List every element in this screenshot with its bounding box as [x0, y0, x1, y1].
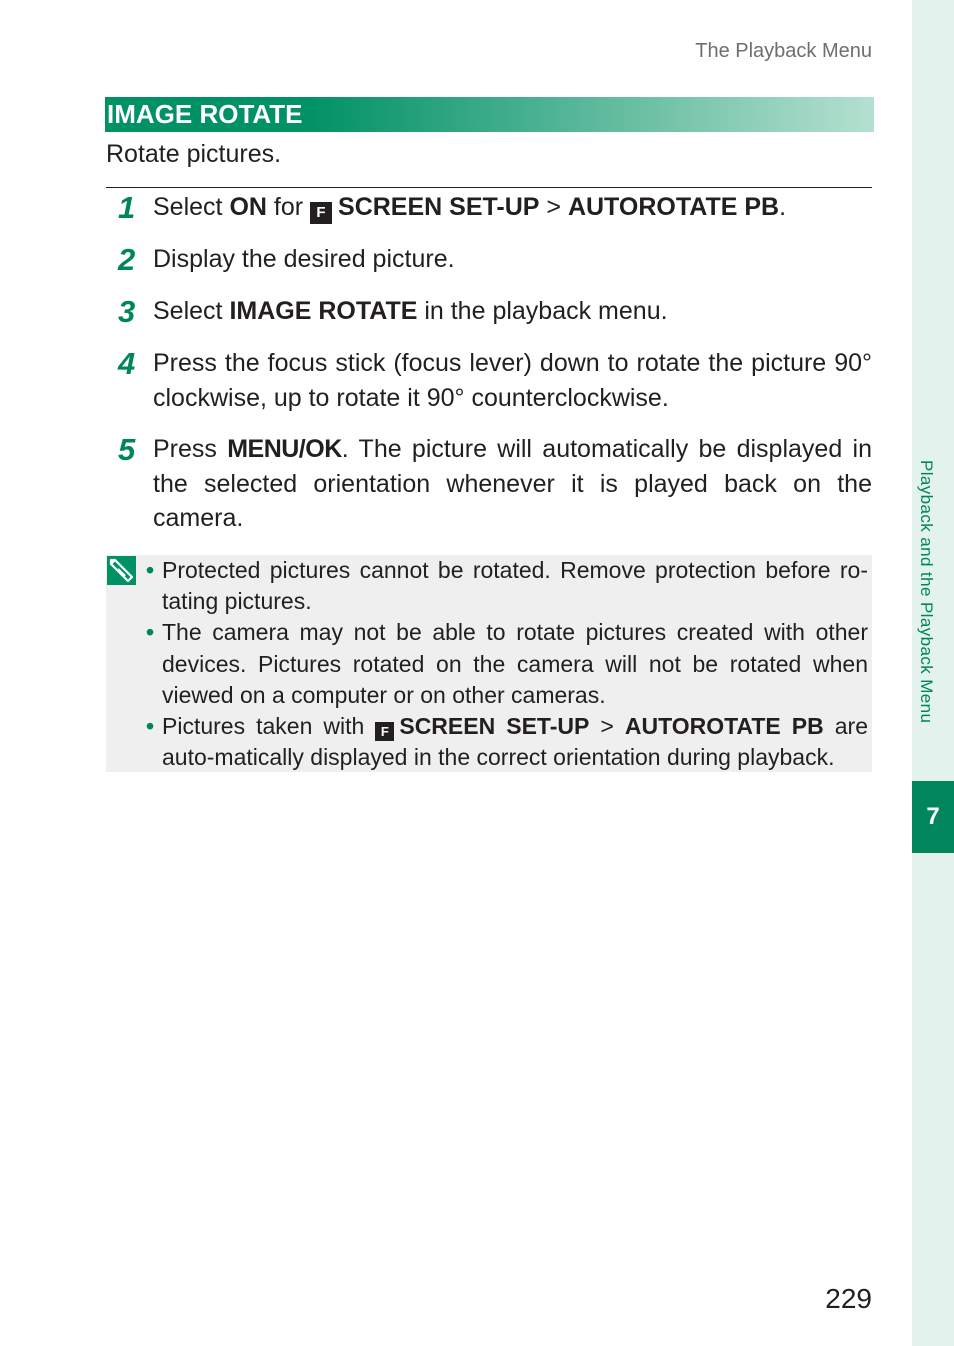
step-number: 4 [118, 346, 136, 381]
bullet: • [146, 557, 155, 583]
step-text: Press MENU/OK. The picture will automatically be displayed in the selected orientation whenever it is played back on the camera. [153, 435, 872, 532]
step-text: Press the focus stick (focus lever) down to rotate the picture 90° clockwise, up to rotate it 90° counterclockwise. [153, 349, 872, 412]
step-3 [118, 294, 872, 329]
step-2 [118, 242, 872, 277]
step-5 [118, 432, 872, 536]
step-text: Select ON for F SCREEN SET-UP > AUTOROTATE PB. [153, 190, 872, 225]
bullet: • [146, 713, 155, 740]
note-item: • Pictures taken with F SCREEN SET-UP > AUTOROTATE PB are auto-matically displayed in the correct orientation during playback. [146, 713, 868, 771]
bullet: • [146, 619, 155, 646]
page-number: 229 [825, 1283, 872, 1314]
step-number: 1 [118, 190, 136, 225]
running-head: The Playback Menu [695, 40, 872, 62]
note-box [106, 555, 872, 772]
wrench-icon: F [375, 722, 394, 741]
section-header-bar [105, 97, 874, 132]
section-title: IMAGE ROTATE [107, 99, 303, 129]
step-number: 2 [118, 242, 136, 277]
menu-ok-button-label: MENU/OK [227, 435, 342, 463]
step-1 [118, 190, 872, 225]
note-list [146, 555, 868, 773]
note-item: • The camera may not be able to rotate pictures created with other devices. Pictures rotated on the camera will not be rotated when viewed on a computer or on other cameras. [146, 619, 868, 708]
step-number: 3 [118, 294, 136, 329]
step-text: Display the desired picture. [153, 245, 455, 273]
divider-rule [106, 187, 872, 188]
section-intro: Rotate pictures. [106, 140, 282, 168]
step-4 [118, 346, 872, 415]
note-pencil-icon [107, 556, 136, 585]
side-tab-label: Playback and the Playback Menu [917, 460, 936, 724]
step-text: Select IMAGE ROTATE in the playback menu. [153, 297, 668, 325]
wrench-icon: F [310, 202, 332, 224]
step-number: 5 [118, 432, 136, 467]
side-tab [912, 0, 954, 1346]
chapter-number-badge: 7 [912, 781, 954, 853]
note-item: • Protected pictures cannot be rotated. Remove protection before ro-tating pictures. [146, 557, 868, 615]
